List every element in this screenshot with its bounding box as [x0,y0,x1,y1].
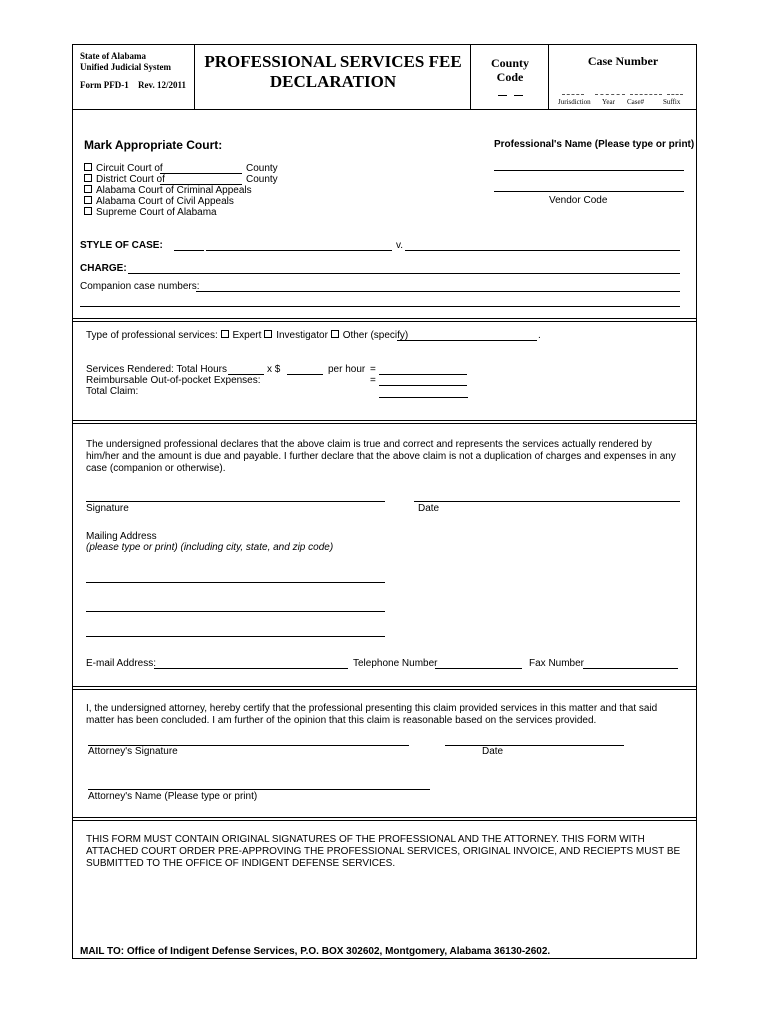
court-option-supreme[interactable] [84,207,217,218]
divider-4 [72,817,697,821]
email-input[interactable] [154,668,348,669]
equals-1: = [370,364,376,375]
services-type-label: Type of professional services: [86,330,218,341]
services-amount-input[interactable] [379,374,467,375]
divider-2 [72,420,697,424]
professional-name-input-1[interactable] [494,170,684,171]
checkbox-expert[interactable] [221,330,229,338]
mailing-address-label: Mailing Address [86,531,157,542]
checkbox-circuit[interactable] [84,163,92,171]
checkbox-investigator[interactable] [264,330,272,338]
companion-label: Companion case numbers: [80,281,200,292]
attorney-name-input[interactable] [88,789,430,790]
checkbox-civil-appeals[interactable] [84,196,92,204]
declaration-text: The undersigned professional declares that the above claim is true and correct and represents the services actually rendered by him/her and the amount is due and payable. I further declare that the above claim is not a duplication of charges and expenses in any case (companion or otherwise). [86,439,676,474]
times-rate-label: x $ [267,364,281,375]
other-period: . [538,330,541,341]
mailing-address-input-2[interactable] [86,611,385,612]
professional-name-input-2[interactable] [494,191,684,192]
case-number-label: Case Number [587,54,659,68]
phone-input[interactable] [435,668,522,669]
system-label: Unified Judicial System [80,62,172,72]
court-option-circuit[interactable] [84,163,163,174]
style-of-case-defendant-input[interactable] [405,250,680,251]
case-sub-jurisdiction: Jurisdiction [558,98,591,106]
case-suffix-input[interactable] [667,94,683,95]
attorney-date-input[interactable] [445,745,624,746]
mailing-address-note: (please type or print) (including city, state, and zip code) [86,542,334,553]
services-rendered-label: Services Rendered: Total Hours [86,364,227,375]
companion-input-1[interactable] [196,291,680,292]
total-claim-label: Total Claim: [86,386,139,397]
attorney-date-label: Date [482,746,504,757]
style-of-case-label: STYLE OF CASE: [80,240,163,251]
form-title-line1: PROFESSIONAL SERVICES FEE [204,52,462,71]
court-option-district[interactable] [84,174,165,185]
case-sub-year: Year [602,98,615,106]
email-label: E-mail Address: [86,658,157,669]
date-label: Date [418,503,440,514]
district-county-suffix: County [246,174,278,185]
civil-appeals-label: Alabama Court of Civil Appeals [96,196,234,207]
checkbox-criminal-appeals[interactable] [84,185,92,193]
phone-label: Telephone Number [353,658,438,669]
vendor-code-label: Vendor Code [549,195,608,206]
checkbox-other[interactable] [331,330,339,338]
form-revision: Rev. 12/2011 [138,80,187,90]
attorney-certification-text: I, the undersigned attorney, hereby certify that the professional presenting this claim provided services in this matter and that said matter has been concluded. I am further of the opinion that this claim is reasonable based on the services provided. [86,703,658,726]
fax-label: Fax Number [529,658,585,669]
case-jurisdiction-input[interactable] [562,94,584,95]
circuit-county-input[interactable] [160,173,242,174]
date-input[interactable] [414,501,680,502]
court-option-civil-appeals[interactable] [84,196,234,207]
divider-3 [72,686,697,690]
criminal-appeals-label: Alabama Court of Criminal Appeals [96,185,252,196]
attorney-signature-label: Attorney's Signature [88,746,178,757]
signature-label: Signature [86,503,129,514]
professional-name-label: Professional's Name (Please type or print) [494,139,695,150]
fax-input[interactable] [583,668,678,669]
per-hour-label: per hour [328,364,366,375]
reimbursable-amount-input[interactable] [379,385,467,386]
style-of-case-prefix-input[interactable] [174,250,204,251]
mailing-address-input-3[interactable] [86,636,385,637]
court-option-criminal-appeals[interactable] [84,185,252,196]
divider-1 [72,318,697,322]
investigator-label: Investigator [276,330,328,341]
signature-input[interactable] [86,501,385,502]
services-type-row [86,330,408,341]
circuit-label: Circuit Court of [96,163,163,174]
checkbox-supreme[interactable] [84,207,92,215]
expert-label: Expert [232,330,262,341]
attorney-name-label: Attorney's Name (Please type or print) [88,791,258,802]
hourly-rate-input[interactable] [287,374,323,375]
supreme-label: Supreme Court of Alabama [96,207,217,218]
charge-label: CHARGE: [80,263,127,274]
county-code-label-2: Code [496,70,524,84]
charge-input[interactable] [128,273,680,274]
state-label: State of Alabama [80,51,146,61]
court-heading: Mark Appropriate Court: [84,138,223,152]
header-bottom-rule [72,109,697,110]
companion-input-2[interactable] [80,306,680,307]
mailing-address-input-1[interactable] [86,582,385,583]
other-label: Other (specify) [342,330,409,341]
case-sub-suffix: Suffix [663,98,681,106]
reimbursable-label: Reimbursable Out-of-pocket Expenses: [86,375,261,386]
mail-to-address: MAIL TO: Office of Indigent Defense Services, P.O. BOX 302602, Montgomery, Alabama 36130-2602. [80,946,551,957]
county-code-input-1[interactable] [498,95,507,96]
district-label: District Court of [96,174,165,185]
style-of-case-plaintiff-input[interactable] [206,250,392,251]
equals-2: = [370,375,376,386]
circuit-county-suffix: County [246,163,278,174]
form-number: Form PFD-1 [80,80,129,90]
checkbox-district[interactable] [84,174,92,182]
versus-label: v. [396,240,404,251]
other-specify-input[interactable] [397,340,537,341]
case-sub-case: Case# [627,98,645,106]
case-year-input[interactable] [595,94,625,95]
case-number-input[interactable] [630,94,662,95]
total-claim-input[interactable] [379,397,468,398]
county-code-input-2[interactable] [514,95,523,96]
footer-notice: THIS FORM MUST CONTAIN ORIGINAL SIGNATURES OF THE PROFESSIONAL AND THE ATTORNEY. THIS FORM WITH ATTACHED COURT ORDER PRE-APPROVING THE PROFESSIONAL SERVICES, ORIGINAL INVOICE, AND RECIEPTS MUST BE SUBMITTED TO THE OFFICE OF INDIGENT DEFENSE SERVICES. [86,834,681,869]
county-code-label-1: County [490,56,529,70]
form-title-line2: DECLARATION [269,72,397,91]
